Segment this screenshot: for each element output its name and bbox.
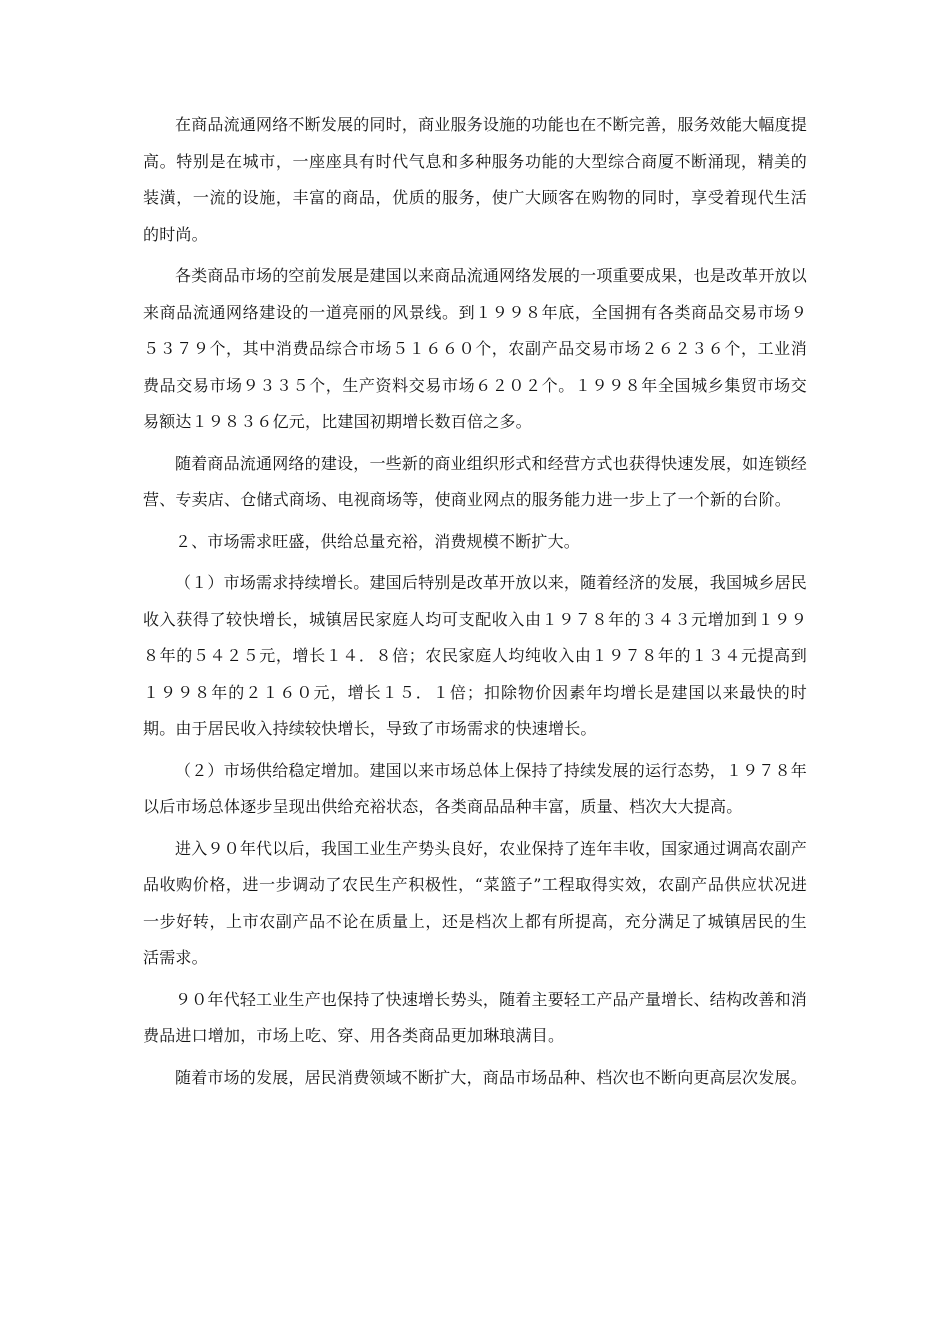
paragraph-commercial-facilities: 在商品流通网络不断发展的同时，商业服务设施的功能也在不断完善，服务效能大幅度提高。特别是在城市，一座座具有时代气息和多种服务功能的大型综合商厦不断涌现，精美的装潢，一流的设施，丰富的商品，优质的服务，使广大顾客在购物的同时，享受着现代生活的时尚。	[143, 115, 807, 244]
paragraph-demand-growth: （１）市场需求持续增长。建国后特别是改革开放以来，随着经济的发展，我国城乡居民收入获得了较快增长，城镇居民家庭人均可支配收入由１９７８年的３４３元增加到１９９８年的５４２５元，增长１４．８倍；农民家庭人均纯收入由１９７８年的１３４元提高到１９９８年的２１６０元，增长１５．１倍；扣除物价因素年均增长是建国以来最快的时期。由于居民收入持续较快增长，导致了市场需求的快速增长。	[143, 573, 807, 738]
paragraph-supply-increase: （２）市场供给稳定增加。建国以来市场总体上保持了持续发展的运行态势，１９７８年以后市场总体逐步呈现出供给充裕状态，各类商品品种丰富，质量、档次大大提高。	[143, 760, 807, 816]
paragraph-agriculture-90s: 进入９０年代以后，我国工业生产势头良好，农业保持了连年丰收，国家通过调高农副产品收购价格，进一步调动了农民生产积极性，“菜篮子”工程取得实效，农副产品供应状况进一步好转，上市农副产品不论在质量上，还是档次上都有所提高，充分满足了城镇居民的生活需求。	[143, 838, 807, 967]
section-heading-market-demand: ２、市场需求旺盛，供给总量充裕，消费规模不断扩大。	[175, 531, 581, 551]
document-body	[143, 107, 807, 1101]
paragraph-new-business-forms: 随着商品流通网络的建设，一些新的商业组织形式和经营方式也获得快速发展，如连锁经营、专卖店、仓储式商场、电视商场等，使商业网点的服务能力进一步上了一个新的台阶。	[143, 453, 807, 509]
paragraph-commodity-markets: 各类商品市场的空前发展是建国以来商品流通网络发展的一项重要成果，也是改革开放以来商品流通网络建设的一道亮丽的风景线。到１９９８年底，全国拥有各类商品交易市场９５３７９个，其中消费品综合市场５１６６０个，农副产品交易市场２６２３６个，工业消费品交易市场９３３５个，生产资料交易市场６２０２个。１９９８年全国城乡集贸市场交易额达１９８３６亿元，比建国初期增长数百倍之多。	[143, 266, 807, 431]
paragraph-light-industry-90s: ９０年代轻工业生产也保持了快速增长势头，随着主要轻工产品产量增长、结构改善和消费品进口增加，市场上吃、穿、用各类商品更加琳琅满目。	[143, 989, 807, 1045]
paragraph-consumption-expansion: 随着市场的发展，居民消费领域不断扩大，商品市场品种、档次也不断向更高层次发展。	[175, 1067, 807, 1087]
